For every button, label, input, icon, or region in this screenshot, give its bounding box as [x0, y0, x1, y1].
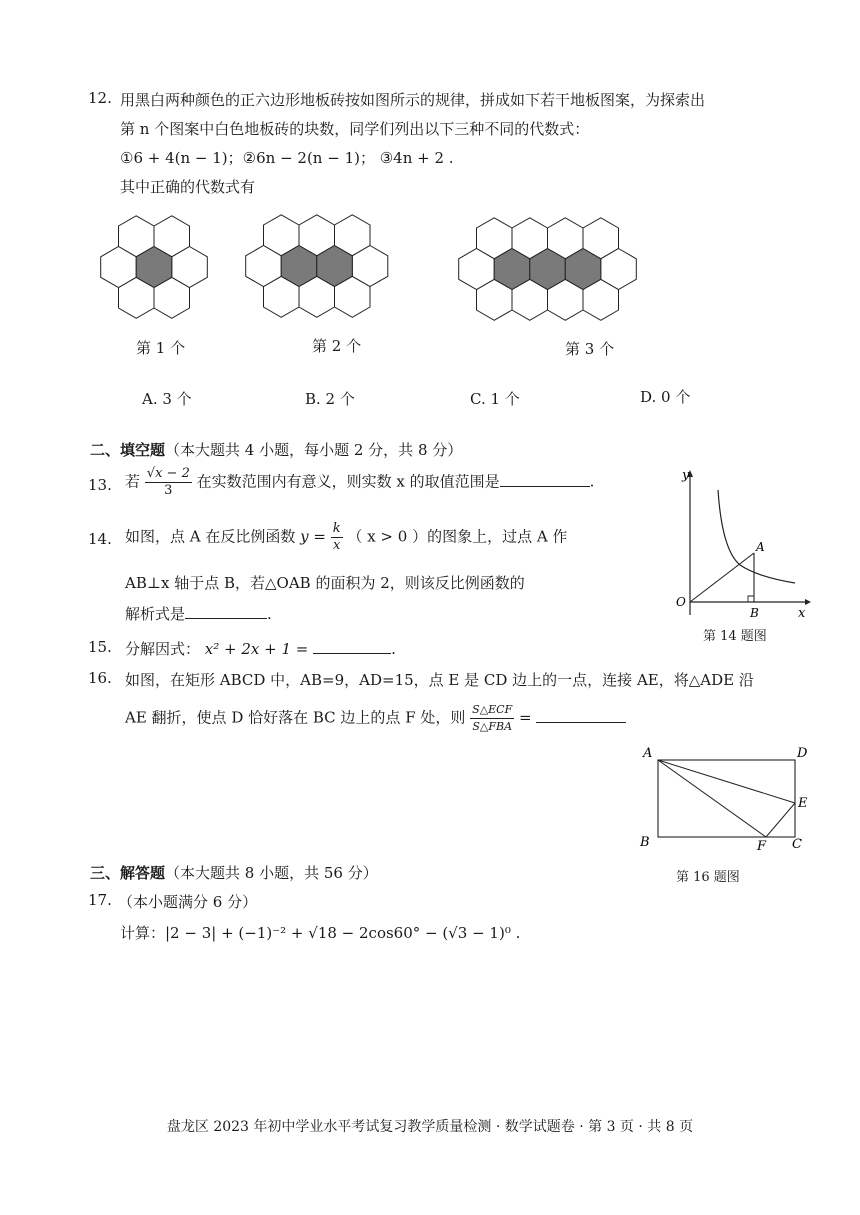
section2-note: （本大题共 4 小题，每小题 2 分，共 8 分） — [165, 441, 463, 459]
q16-answer-blank[interactable] — [536, 708, 626, 723]
hyperbola-curve — [718, 490, 795, 583]
a-label: A — [756, 540, 765, 554]
section3-heading — [90, 862, 378, 883]
q14-figure-caption: 第 14 题图 — [703, 629, 767, 644]
q12-line4: 其中正确的代数式有 — [120, 178, 256, 196]
point-b-label: B — [640, 835, 650, 850]
section3-note: （本大题共 8 小题，共 56 分） — [165, 864, 378, 882]
q15-number: 15. — [88, 638, 112, 656]
q16-number: 16. — [88, 669, 112, 687]
q16-equals: = — [519, 708, 532, 727]
q12-number: 12. — [88, 89, 112, 107]
q12-line1: 用黑白两种颜色的正六边形地板砖按如图所示的规律，拼成如下若干地板图案，为探索出 — [120, 91, 706, 109]
q12-fig3-label: 第 3 个 — [565, 340, 615, 358]
q16-line2 — [125, 702, 626, 735]
rectangle-abcd — [658, 760, 795, 837]
q13-suffix: 在实数范围内有意义，则实数 x 的取值范围是 — [196, 472, 500, 491]
q16-fraction — [470, 702, 514, 735]
q16-frac-num: S△ECF — [470, 702, 514, 719]
q14-figure — [670, 465, 820, 620]
o-label: O — [676, 595, 686, 609]
q15-expression: x² + 2x + 1 = — [204, 640, 309, 658]
q14-end: . — [267, 605, 272, 623]
point-f-label: F — [757, 839, 767, 854]
q16-figure-caption: 第 16 题图 — [676, 870, 740, 885]
x-label: x — [798, 606, 806, 621]
point-e-label: E — [798, 796, 808, 811]
q15-body — [125, 638, 396, 659]
q16-frac-den: S△FBA — [472, 720, 513, 733]
point-d-label: D — [797, 746, 808, 761]
segment-oa — [690, 553, 754, 602]
q14-line2: AB⊥x 轴于点 B，若△OAB 的面积为 2，则该反比例函数的 — [125, 574, 525, 592]
segment-ae — [658, 760, 795, 803]
b-label: B — [750, 606, 759, 620]
q13-answer-blank[interactable] — [500, 472, 590, 487]
q14-line1 — [125, 521, 567, 554]
q16-line1: 如图，在矩形 ABCD 中，AB=9，AD=15，点 E 是 CD 边上的一点，连接 AE，将△ADE 沿 — [125, 671, 754, 689]
q15-end: . — [391, 640, 396, 658]
q13-frac-den: 3 — [164, 483, 173, 498]
q14-formula-lhs: y = — [300, 527, 326, 546]
q17-expression: 计算：|2 − 3| + (−1)⁻² + √18 − 2cos60° − (√3 − 1)⁰ . — [120, 924, 521, 942]
q12-fig1-label: 第 1 个 — [136, 339, 186, 357]
q14-frac-den: x — [333, 538, 341, 553]
y-label: y — [682, 468, 690, 483]
section2-title: 二、填空题 — [90, 441, 166, 459]
point-c-label: C — [792, 837, 802, 852]
q14-line1-text: 如图，点 A 在反比例函数 — [125, 527, 296, 546]
segment-af — [658, 760, 766, 837]
q12-option-c: C. 1 个 — [470, 390, 520, 408]
q16-line2-text: AE 翻折，使点 D 恰好落在 BC 边上的点 F 处，则 — [125, 708, 466, 727]
q12-option-d: D. 0 个 — [640, 388, 691, 406]
q13-prefix: 若 — [125, 472, 141, 491]
page-footer: 盘龙区 2023 年初中学业水平考试复习教学质量检测 · 数学试题卷 · 第 3 页 · 共 8 页 — [166, 1119, 694, 1135]
x-axis-arrow-icon — [805, 599, 811, 605]
section2-heading — [90, 439, 462, 460]
q15-answer-blank[interactable] — [313, 639, 391, 654]
right-angle-mark — [748, 596, 754, 602]
q13-body — [125, 466, 594, 499]
segment-fe — [766, 803, 795, 837]
section3-title: 三、解答题 — [90, 864, 166, 882]
q16-figure — [635, 740, 815, 860]
q12-fig2-label: 第 2 个 — [312, 337, 362, 355]
q14-frac-num: k — [332, 521, 341, 536]
q14-condition: （ x > 0 ）的图象上，过点 A 作 — [347, 527, 568, 546]
q14-number: 14. — [88, 530, 112, 548]
q13-frac-num: √x − 2 — [146, 466, 190, 481]
q13-fraction — [145, 466, 192, 499]
q14-fraction — [331, 521, 343, 554]
point-a-label: A — [643, 746, 653, 761]
q15-text: 分解因式： — [125, 640, 201, 658]
q14-line3 — [125, 603, 272, 624]
hexagon-tiling-figures — [0, 0, 860, 340]
q12-option-b: B. 2 个 — [305, 390, 355, 408]
q13-number: 13. — [88, 476, 112, 494]
q17-number: 17. — [88, 891, 112, 909]
q17-header: （本小题满分 6 分） — [118, 893, 258, 911]
q14-line3-text: 解析式是 — [125, 605, 186, 623]
q12-expressions: ①6 + 4(n − 1)；②6n − 2(n − 1)； ③4n + 2 . — [120, 149, 454, 167]
q12-line2: 第 n 个图案中白色地板砖的块数，同学们列出以下三种不同的代数式： — [120, 120, 590, 138]
q14-answer-blank[interactable] — [185, 604, 267, 619]
q13-end: . — [589, 472, 595, 491]
q12-option-a: A. 3 个 — [142, 390, 192, 408]
